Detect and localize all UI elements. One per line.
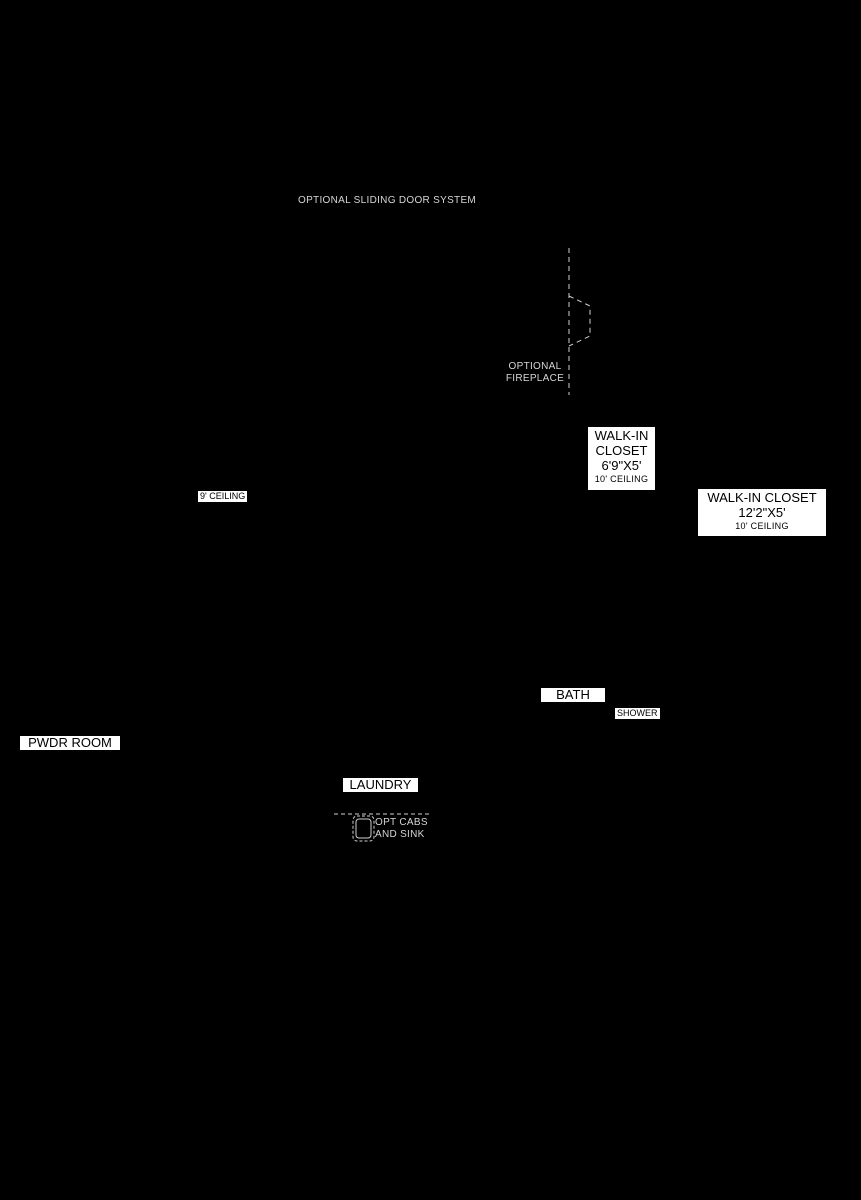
laundry-label	[343, 778, 418, 792]
laundry-note-line1: OPT CABS	[375, 817, 428, 828]
main-ceiling-label: 9' CEILING	[200, 491, 246, 501]
laundry-cabinets-note	[375, 817, 428, 841]
closet-2-ceiling: 10' CEILING	[735, 520, 789, 531]
sink-basin	[356, 819, 371, 838]
closet-1-name-line2: CLOSET	[595, 442, 648, 458]
laundry-name: LAUNDRY	[349, 777, 412, 792]
powder-room-name: PWDR ROOM	[28, 735, 112, 750]
bath-label	[541, 688, 605, 702]
fireplace-hearth-outline	[569, 296, 590, 346]
closet-2-name: WALK-IN CLOSET	[707, 490, 817, 505]
closet-2-size: 12'2"X5'	[738, 504, 786, 520]
sliding-door-note: OPTIONAL SLIDING DOOR SYSTEM	[298, 195, 477, 206]
walk-in-closet-2-label	[698, 489, 826, 536]
laundry-note-line2: AND SINK	[375, 829, 425, 840]
fireplace-note-line1: OPTIONAL	[508, 361, 562, 372]
bath-name: BATH	[556, 687, 590, 702]
powder-room-label	[20, 736, 120, 750]
closet-1-ceiling: 10' CEILING	[594, 473, 649, 484]
fireplace-note-line2: FIREPLACE	[505, 373, 565, 384]
closet-1-name-line1: WALK-IN	[594, 428, 649, 443]
walk-in-closet-1-label	[588, 427, 655, 490]
shower-label: SHOWER	[617, 708, 658, 718]
fireplace-note	[500, 361, 570, 385]
closet-1-size: 6'9"X5'	[601, 457, 642, 473]
